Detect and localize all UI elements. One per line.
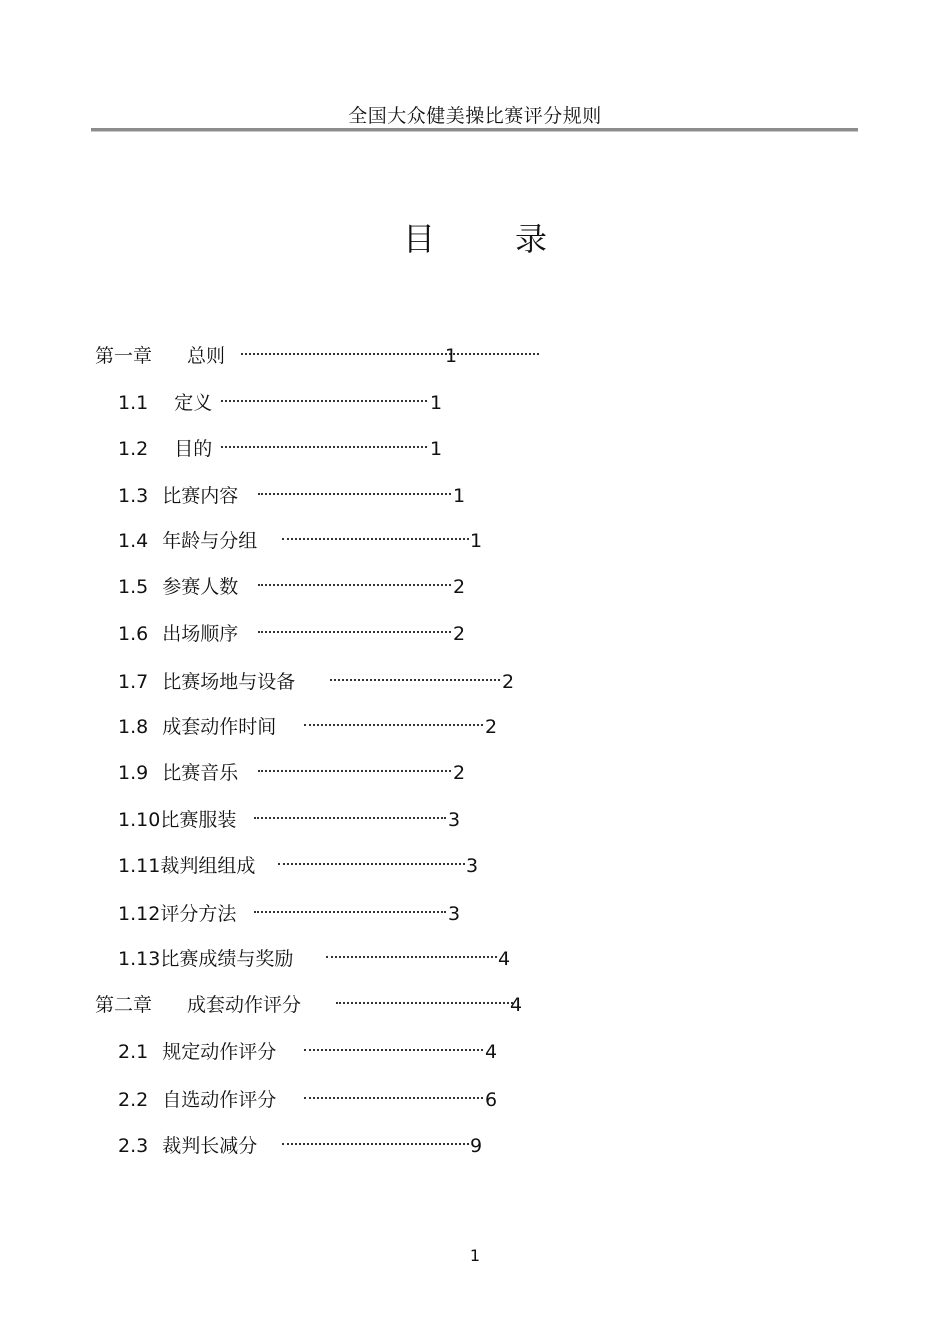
toc-entry[interactable] xyxy=(95,993,523,1017)
toc-entry[interactable] xyxy=(118,947,511,971)
toc-entry-page: 3 xyxy=(466,855,479,877)
toc-entry-label: 总则 xyxy=(187,345,226,367)
toc-entry-number: 1.3 xyxy=(118,485,149,507)
toc-entry-label: 比赛服装 xyxy=(160,809,237,831)
toc-leader-dots xyxy=(254,907,446,913)
running-header: 全国大众健美操比赛评分规则 xyxy=(348,105,602,127)
toc-leader-dots xyxy=(258,580,451,586)
toc-entry-page: 3 xyxy=(448,809,461,831)
toc-entry-label: 年龄与分组 xyxy=(162,530,258,552)
toc-entry-page: 1 xyxy=(453,485,466,507)
toc-entry[interactable] xyxy=(95,344,458,368)
toc-entry-label: 比赛音乐 xyxy=(162,762,239,784)
toc-entry-number: 1.7 xyxy=(118,671,149,693)
toc-entry-page: 4 xyxy=(498,948,511,970)
toc-entry-label: 规定动作评分 xyxy=(162,1041,277,1063)
toc-leader-dots xyxy=(326,952,497,958)
toc-entry[interactable] xyxy=(118,529,483,553)
toc-entry[interactable] xyxy=(118,622,466,646)
toc-entry[interactable] xyxy=(118,808,461,832)
toc-entry-label: 比赛内容 xyxy=(162,485,239,507)
toc-entry-number: 第二章 xyxy=(95,994,153,1016)
toc-entry[interactable] xyxy=(118,1134,483,1158)
toc-entry-number: 2.1 xyxy=(118,1041,149,1063)
toc-entry-label: 成套动作评分 xyxy=(187,994,302,1016)
toc-entry-page: 9 xyxy=(470,1135,483,1157)
toc-entry-page: 4 xyxy=(510,994,523,1016)
toc-entry-number: 1.11 xyxy=(118,855,161,877)
toc-leader-dots xyxy=(304,1093,483,1099)
toc-entry[interactable] xyxy=(118,437,443,461)
toc-entry-label: 定义 xyxy=(174,392,213,414)
toc-entry[interactable] xyxy=(118,1088,498,1112)
toc-leader-dots xyxy=(258,489,451,495)
toc-leader-dots xyxy=(282,1139,469,1145)
toc-entry[interactable] xyxy=(118,761,466,785)
toc-entry-page: 2 xyxy=(502,671,515,693)
toc-entry-number: 1.12 xyxy=(118,903,161,925)
toc-leader-dots xyxy=(241,349,539,355)
toc-leader-dots xyxy=(258,766,451,772)
toc-title-right: 录 xyxy=(515,220,548,258)
toc-entry[interactable] xyxy=(118,670,515,694)
toc-entry-page: 1 xyxy=(470,530,483,552)
toc-entry[interactable] xyxy=(118,854,479,878)
toc-entry-label: 比赛成绩与奖励 xyxy=(160,948,294,970)
toc-entry-page: 1 xyxy=(430,392,443,414)
toc-title-left: 目 xyxy=(402,220,435,258)
toc-entry[interactable] xyxy=(118,391,443,415)
toc-entry-page: 2 xyxy=(453,576,466,598)
toc-entry-number: 1.9 xyxy=(118,762,149,784)
toc-entry-page: 4 xyxy=(485,1041,498,1063)
toc-entry-label: 裁判组组成 xyxy=(160,855,256,877)
toc-entry-page: 2 xyxy=(485,716,498,738)
header-rule xyxy=(91,128,858,132)
toc-entry-label: 出场顺序 xyxy=(162,623,239,645)
toc-entry[interactable] xyxy=(118,715,498,739)
toc-leader-dots xyxy=(282,534,469,540)
toc-entry-label: 成套动作时间 xyxy=(162,716,277,738)
toc-entry[interactable] xyxy=(118,484,466,508)
toc-leader-dots xyxy=(278,859,465,865)
toc-entry-number: 1.2 xyxy=(118,438,149,460)
toc-entry-label: 自选动作评分 xyxy=(162,1089,277,1111)
toc-leader-dots xyxy=(304,1045,483,1051)
toc-leader-dots xyxy=(221,442,427,448)
toc-entry-page: 2 xyxy=(453,762,466,784)
toc-entry-label: 目的 xyxy=(174,438,213,460)
toc-entry[interactable] xyxy=(118,902,461,926)
toc-leader-dots xyxy=(330,675,500,681)
toc-title xyxy=(0,214,950,260)
toc-entry-number: 1.13 xyxy=(118,948,161,970)
toc-entry-label: 裁判长减分 xyxy=(162,1135,258,1157)
toc-entry-number: 1.4 xyxy=(118,530,149,552)
toc-entry-number: 1.5 xyxy=(118,576,149,598)
toc-leader-dots xyxy=(258,627,451,633)
toc-entry[interactable] xyxy=(118,575,466,599)
toc-entry-page: 6 xyxy=(485,1089,498,1111)
toc-leader-dots xyxy=(336,998,513,1004)
toc-entry-label: 比赛场地与设备 xyxy=(162,671,296,693)
toc-entry-number: 2.3 xyxy=(118,1135,149,1157)
toc-entry-number: 1.10 xyxy=(118,809,161,831)
toc-entry-page: 1 xyxy=(445,345,458,367)
toc-leader-dots xyxy=(221,396,427,402)
toc-entry-page: 1 xyxy=(430,438,443,460)
toc-entry-number: 第一章 xyxy=(95,345,153,367)
toc-entry-number: 1.6 xyxy=(118,623,149,645)
toc-entry-page: 3 xyxy=(448,903,461,925)
toc-entry-number: 1.1 xyxy=(118,392,149,414)
page-number: 1 xyxy=(469,1246,481,1265)
toc-entry-number: 1.8 xyxy=(118,716,149,738)
toc-entry[interactable] xyxy=(118,1040,498,1064)
toc-leader-dots xyxy=(304,720,483,726)
toc-entry-number: 2.2 xyxy=(118,1089,149,1111)
toc-leader-dots xyxy=(254,813,446,819)
toc-entry-label: 评分方法 xyxy=(160,903,237,925)
toc-entry-label: 参赛人数 xyxy=(162,576,239,598)
toc-entry-page: 2 xyxy=(453,623,466,645)
